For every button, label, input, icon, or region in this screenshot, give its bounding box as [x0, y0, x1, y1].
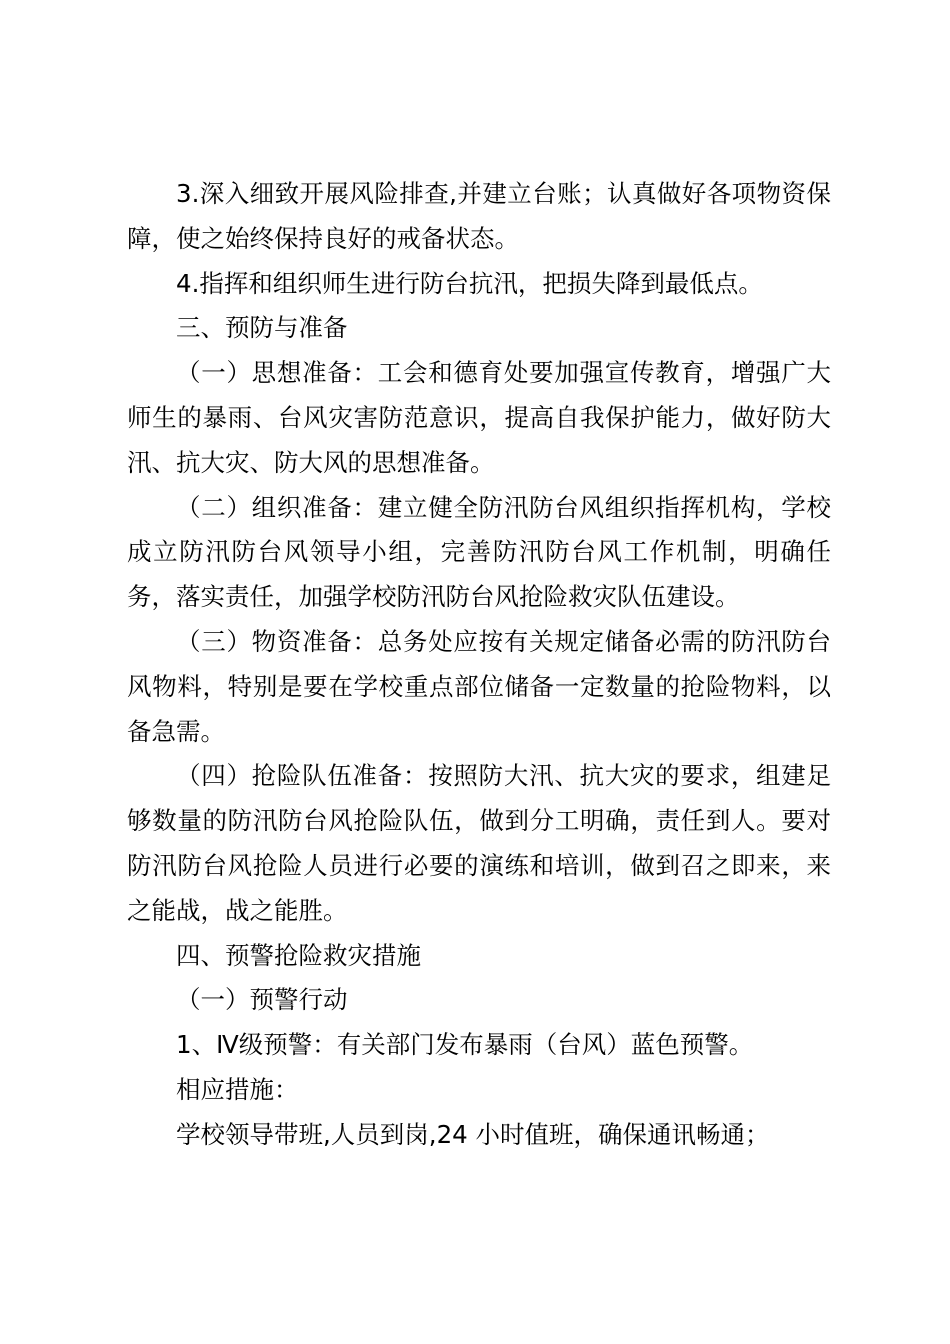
paragraph-material-prep: （三）物资准备：总务处应按有关规定储备必需的防汛防台风物料，特别是要在学校重点部位储备一定数量的抢险物料，以备急需。 — [127, 626, 831, 746]
paragraph-corresponding-measures: 相应措施： — [176, 1074, 299, 1104]
paragraph-duty-arrangement: 学校领导带班,人员到岗,24 小时值班，确保通讯畅通； — [176, 1119, 770, 1149]
document-body — [127, 172, 831, 1158]
section-heading-prevention: 三、预防与准备 — [176, 313, 348, 343]
paragraph-ideological-prep: （一）思想准备：工会和德育处要加强宣传教育，增强广大师生的暴雨、台风灾害防范意识，提高自我保护能力，做好防大汛、抗大灾、防大风的思想准备。 — [127, 358, 831, 477]
paragraph-level-iv-warning: 1、Ⅳ级预警：有关部门发布暴雨（台风）蓝色预警。 — [176, 1030, 754, 1060]
paragraph-organizational-prep: （二）组织准备：建立健全防汛防台风组织指挥机构，学校成立防汛防台风领导小组，完善防汛防台风工作机制，明确任务，落实责任，加强学校防汛防台风抢险救灾队伍建设。 — [127, 492, 831, 612]
subheading-warning-action: （一）预警行动 — [176, 985, 348, 1015]
paragraph-rescue-team-prep: （四）抢险队伍准备：按照防大汛、抗大灾的要求，组建足够数量的防汛防台风抢险队伍，做到分工明确，责任到人。要对防汛防台风抢险人员进行必要的演练和培训，做到召之即来，来之能战，战之能胜。 — [127, 761, 831, 925]
paragraph-item-3: 3.深入细致开展风险排查,并建立台账；认真做好各项物资保障，使之始终保持良好的戒备状态。 — [127, 179, 831, 253]
section-heading-warning-measures: 四、预警抢险救灾措施 — [176, 940, 421, 970]
paragraph-item-4: 4.指挥和组织师生进行防台抗汛，把损失降到最低点。 — [176, 268, 763, 298]
